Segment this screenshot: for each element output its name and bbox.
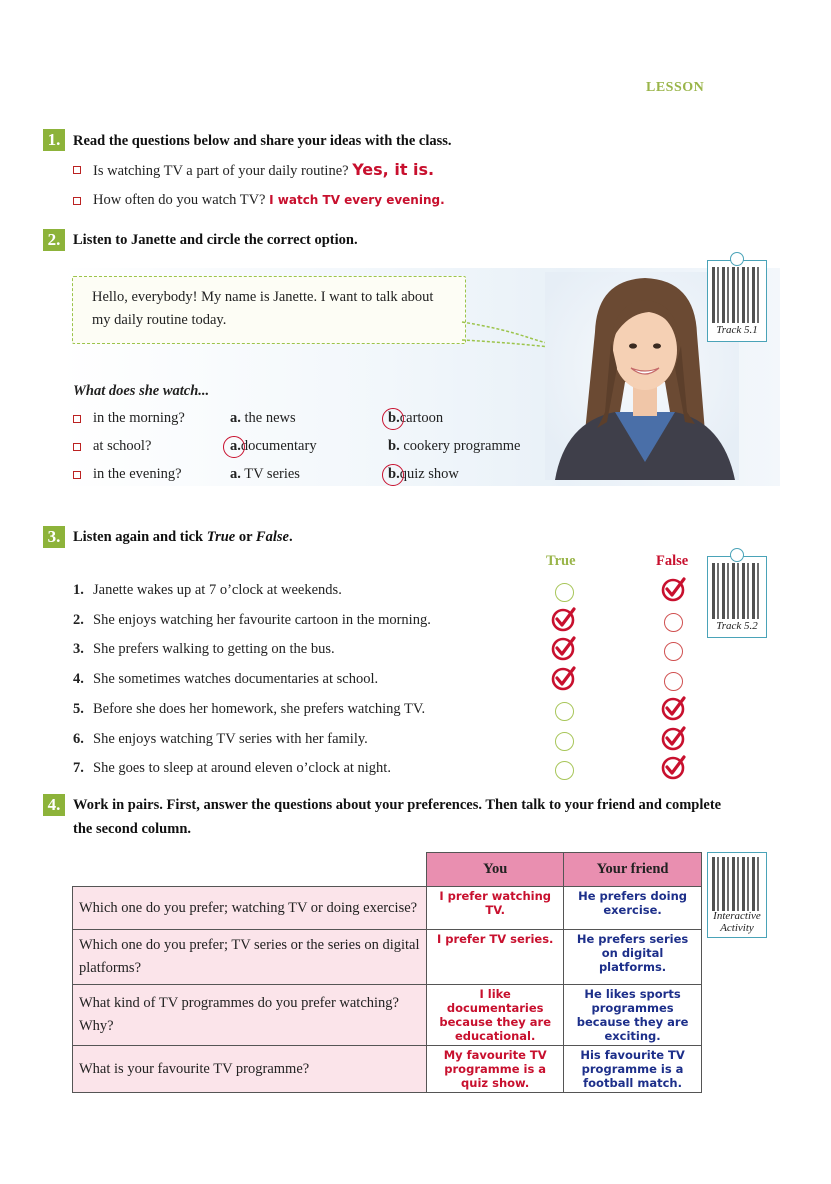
qr-code-interactive-activity[interactable] <box>707 852 767 938</box>
option-letter: a. <box>230 438 241 454</box>
exercise-3-instruction <box>73 529 293 546</box>
statement-text: She enjoys watching her favourite cartoon in the morning. <box>93 611 431 628</box>
true-checkbox[interactable] <box>555 761 574 780</box>
ex1-answer-2: I watch TV every evening. <box>269 193 445 207</box>
instruction-part: Listen again and tick <box>73 529 207 545</box>
ex2-option-a[interactable] <box>230 410 296 427</box>
option-letter: b. <box>388 438 400 454</box>
interactive-label <box>708 910 766 934</box>
speech-text: Hello, everybody! My name is Janette. I want to talk about my daily routine today. <box>92 289 434 328</box>
true-checkbox-checked[interactable] <box>551 665 577 691</box>
exercise-4-instruction-line-1: Work in pairs. First, answer the questions about your preferences. Then talk to your friend and complete <box>73 797 722 813</box>
statement-text: Janette wakes up at 7 o’clock at weekends. <box>93 582 342 598</box>
friend-column-header: Your friend <box>564 853 702 887</box>
instruction-true: True <box>206 529 236 545</box>
ex2-prompt: What does she watch... <box>73 383 210 399</box>
qr-code-track-5-2[interactable] <box>707 556 767 638</box>
exercise-4-number: 4. <box>43 794 65 816</box>
answer-circle <box>223 436 245 458</box>
track-label: Track 5.2 <box>716 620 758 632</box>
instruction-part: . <box>288 529 293 545</box>
ex1-question-1 <box>93 160 434 180</box>
item-number: 5. <box>73 700 84 717</box>
true-checkbox-checked[interactable] <box>551 606 577 632</box>
false-checkbox[interactable] <box>664 642 683 661</box>
item-number: 4. <box>73 671 84 688</box>
headphones-icon <box>730 252 744 266</box>
bullet-icon <box>73 415 81 423</box>
statement-text: She prefers walking to getting on the bus. <box>93 641 335 658</box>
qr-code-icon <box>712 267 762 323</box>
exercise-1-instruction: Read the questions below and share your ideas with the class. <box>73 133 452 149</box>
exercise-4-instruction-line-2: the second column. <box>73 821 192 837</box>
item-number: 6. <box>73 730 84 747</box>
ex2-item-time: at school? <box>93 438 152 454</box>
you-answer[interactable]: My favourite TV programme is a quiz show. <box>427 1046 564 1093</box>
ex1-answer-1: Yes, it is. <box>352 160 435 179</box>
row-question: Which one do you prefer; TV series or the series on digital platforms? <box>73 930 427 985</box>
friend-answer[interactable]: He likes sports programmes because they are exciting. <box>564 985 702 1046</box>
table-row <box>73 985 702 1046</box>
ex1-question-1-text: Is watching TV a part of your daily routine? <box>93 163 349 179</box>
item-number: 1. <box>73 582 84 598</box>
interactive-label-line-1: Interactive <box>713 910 761 922</box>
false-checkbox[interactable] <box>664 672 683 691</box>
friend-answer[interactable]: He prefers series on digital platforms. <box>564 930 702 985</box>
option-letter: a. <box>230 410 241 426</box>
true-column-header: True <box>546 553 576 569</box>
preferences-table <box>72 852 702 1093</box>
false-checkbox-checked[interactable] <box>661 576 687 602</box>
bullet-icon <box>73 197 81 205</box>
bullet-icon <box>73 471 81 479</box>
option-letter: b. <box>388 410 400 426</box>
false-column-header: False <box>656 553 689 569</box>
row-question: Which one do you prefer; watching TV or doing exercise? <box>73 887 427 930</box>
table-row <box>73 887 702 930</box>
friend-answer[interactable]: His favourite TV programme is a football match. <box>564 1046 702 1093</box>
true-checkbox[interactable] <box>555 583 574 602</box>
ex1-question-2 <box>93 192 445 209</box>
item-number: 3. <box>73 641 84 658</box>
true-checkbox[interactable] <box>555 732 574 751</box>
interactive-label-line-2: Activity <box>720 922 754 934</box>
friend-answer[interactable]: He prefers doing exercise. <box>564 887 702 930</box>
headphones-icon <box>730 548 744 562</box>
false-checkbox-checked[interactable] <box>661 695 687 721</box>
option-text: TV series <box>240 466 300 482</box>
option-text: documentary <box>240 438 317 454</box>
true-checkbox[interactable] <box>555 702 574 721</box>
statement-text: She sometimes watches documentaries at school. <box>93 671 379 688</box>
exercise-3-number: 3. <box>43 526 65 548</box>
qr-code-icon <box>712 563 762 619</box>
you-answer[interactable]: I prefer TV series. <box>427 930 564 985</box>
option-letter: a. <box>230 466 241 482</box>
true-checkbox-checked[interactable] <box>551 635 577 661</box>
table-row <box>73 1046 702 1093</box>
row-question: What kind of TV programmes do you prefer watching? Why? <box>73 985 427 1046</box>
instruction-false: False <box>255 529 289 545</box>
lesson-label: LESSON <box>646 80 705 95</box>
ex2-option-a[interactable] <box>230 466 300 483</box>
false-checkbox-checked[interactable] <box>661 725 687 751</box>
ex2-item-time: in the evening? <box>93 466 182 482</box>
qr-code-icon <box>712 857 762 911</box>
exercise-2-instruction: Listen to Janette and circle the correct option. <box>73 232 358 248</box>
you-answer[interactable]: I prefer watching TV. <box>427 887 564 930</box>
instruction-part: or <box>235 529 256 545</box>
false-checkbox[interactable] <box>664 613 683 632</box>
row-question: What is your favourite TV programme? <box>73 1046 427 1093</box>
false-checkbox-checked[interactable] <box>661 754 687 780</box>
option-letter: b. <box>388 466 400 482</box>
option-text: the news <box>240 410 296 426</box>
item-number: 7. <box>73 760 84 777</box>
statement-text: Before she does her homework, she prefers watching TV. <box>93 700 426 717</box>
ex1-question-2-text: How often do you watch TV? <box>93 192 266 208</box>
statement-text: She enjoys watching TV series with her family. <box>93 730 368 747</box>
statement-text: She goes to sleep at around eleven o’clock at night. <box>93 760 391 777</box>
table-row <box>73 930 702 985</box>
bullet-icon <box>73 443 81 451</box>
answer-circle <box>382 408 404 430</box>
track-label: Track 5.1 <box>716 324 758 336</box>
ex2-option-b[interactable] <box>388 438 521 455</box>
bullet-icon <box>73 166 81 174</box>
option-text: cookery programme <box>399 438 521 454</box>
you-column-header: You <box>427 853 564 887</box>
exercise-2-number: 2. <box>43 229 65 251</box>
you-answer[interactable]: I like documentaries because they are educational. <box>427 985 564 1046</box>
ex2-item-time: in the morning? <box>93 410 185 426</box>
option-text: cartoon <box>399 410 444 426</box>
answer-circle <box>382 464 404 486</box>
item-number: 2. <box>73 611 84 628</box>
qr-code-track-5-1[interactable] <box>707 260 767 342</box>
option-text: quiz show <box>399 466 459 482</box>
exercise-1-number: 1. <box>43 129 65 151</box>
